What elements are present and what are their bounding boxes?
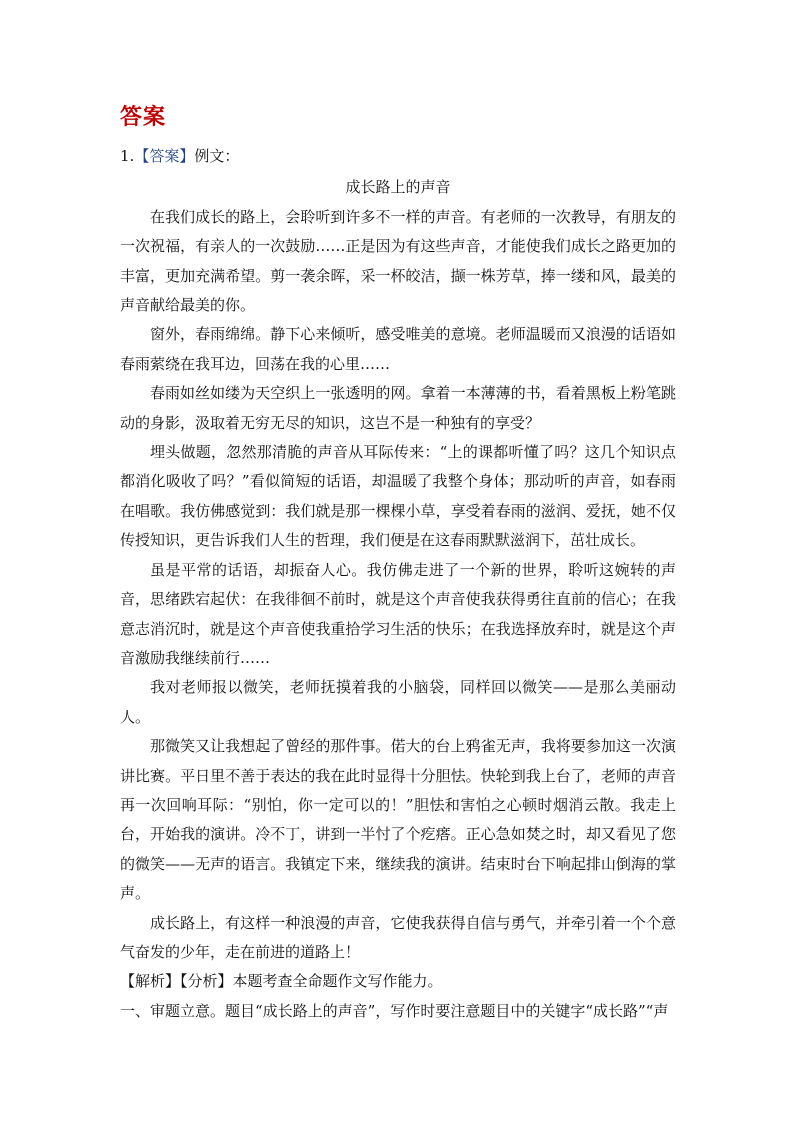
question-line [120, 142, 676, 171]
essay-title: 成长路上的声音 [345, 178, 451, 197]
essay-paragraph: 埋头做题，忽然那清脆的声音从耳际传来：“上的课都听懂了吗？这几个知识点都消化吸收了吗？”看似简短的话语，却温暖了我整个身体；那动听的声音，如春雨在唱歌。我仿佛感觉到：我们就是那一棵棵小草，享受着春雨的滋润、爱抚，她不仅传授知识，更告诉我们人生的哲理，我们便是在这春雨默默滋润下，茁壮成长。 [120, 443, 676, 550]
essay-paragraph: 春雨如丝如缕为天空织上一张透明的网。拿着一本薄薄的书，看着黑板上粉笔跳动的身影，汲取着无穷无尽的知识，这岂不是一种独有的享受？ [120, 384, 676, 432]
essay-paragraph: 那微笑又让我想起了曾经的那件事。偌大的台上鸦雀无声，我将要参加这一次演讲比赛。平日里不善于表达的我在此时显得十分胆怯。快轮到我上台了，老师的声音再一次回响耳际：“别怕，你一定可以的！”胆怯和害怕之心顿时烟消云散。我走上台，开始我的演讲。冷不丁，讲到一半忖了个疙瘩。正心急如焚之时，却又看见了您的微笑——无声的语言。我镇定下来，继续我的演讲。结束时台下响起排山倒海的掌声。 [120, 737, 676, 903]
essay-paragraph: 我对老师报以微笑，老师抚摸着我的小脑袋，同样回以微笑——是那么美丽动人。 [120, 678, 676, 726]
answer-tag: 【答案】 [134, 147, 195, 165]
analysis-line: 【解析】【分析】本题考查全命题作文写作能力。 [120, 972, 443, 991]
essay-paragraph: 窗外，春雨绵绵。静下心来倾听，感受唯美的意境。老师温暖而又浪漫的话语如春雨萦绕在我耳边，回荡在我的心里…… [120, 325, 676, 373]
essay-paragraph: 在我们成长的路上，会聆听到许多不一样的声音。有老师的一次教导，有朋友的一次祝福，有亲人的一次鼓励……正是因为有这些声音，才能使我们成长之路更加的丰富，更加充满希望。剪一袭余晖，采一杯皎洁，撷一株芳草，捧一缕和风，最美的声音献给最美的你。 [120, 207, 676, 315]
answer-content [120, 142, 676, 1026]
essay-paragraph: 成长路上，有这样一种浪漫的声音，它使我获得自信与勇气，并牵引着一个个意气奋发的少年，走在前进的道路上！ [120, 913, 676, 961]
essay-paragraph: 虽是平常的话语，却振奋人心。我仿佛走进了一个新的世界，聆听这婉转的声音，思绪跌宕起伏：在我徘徊不前时，就是这个声音使我获得勇往直前的信心；在我意志消沉时，就是这个声音使我重拾学习生活的快乐；在我选择放弃时，就是这个声音激励我继续前行…… [120, 560, 676, 667]
question-number: 1. [120, 147, 135, 165]
answer-heading: 答案 [120, 105, 167, 130]
analysis-step-one: 一、审题立意。题目“成长路上的声音”，写作时要注意题目中的关键字“成长路”“声 [120, 1001, 669, 1020]
answer-intro: 例文： [194, 147, 240, 165]
